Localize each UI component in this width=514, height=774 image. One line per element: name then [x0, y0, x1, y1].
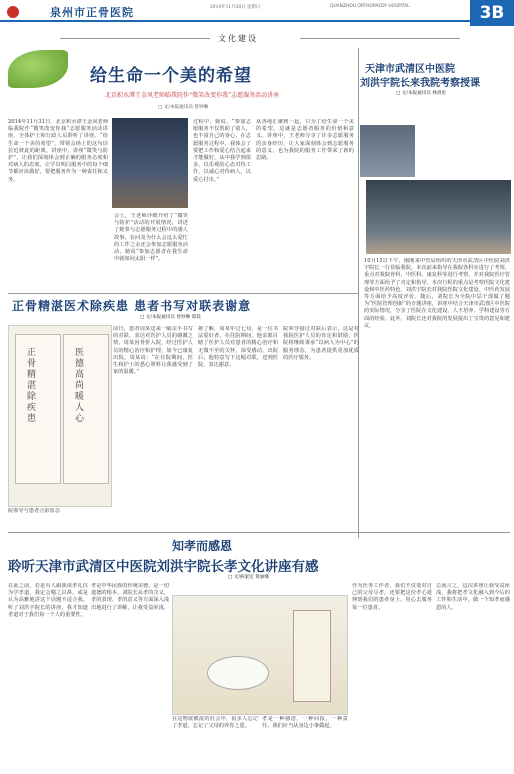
- right-article-text: 10月15日下午，刚刚来中管局组织的天津市武清区中医院刘洪宇院长一行莅临我院。本次前来指导在我院各科室进行了考察，重点对我院骨科、中医科、康复科等进行考察，并对我院医疗管理等方面给予了肯定和指导。本次行程的重点是考察医院文化建设和中医药特色，刘洪宇院长对我院医院文化建设、中医药发展等方面给予高度评价。随后，刘院长为全院中层干部做了题为“医院管理创新”的专题讲座，讲座中结合天津市武清区中医院的实际情况，分享了医院在文化建设、人才培养、学科建设等方面的经验。此外，刘院长还对我院的发展提出了宝贵的意见和建议。: [364, 258, 510, 329]
- article3-col3: 在这物欲横流的社会中，很多人忘记了孝道，忘记了父母的养育之恩。: [172, 716, 258, 730]
- english-name: QUANZHOU ORTHOPAEDY HOSPITAL: [330, 4, 410, 9]
- article3-title: 聆听天津市武清区中医院刘洪宇院长孝文化讲座有感: [8, 559, 319, 575]
- article-divider: [8, 293, 358, 294]
- audience-photo: [366, 180, 511, 254]
- article2-byline: □ 文/本报通讯员 曾妙琳 郑琰: [140, 315, 201, 320]
- sheep-icon: [207, 656, 269, 690]
- article1-title: 给生命一个美的希望: [90, 66, 252, 86]
- lecture-photo: [360, 125, 415, 177]
- right-title-line2: 刘洪宇院长来我院考察授课: [360, 78, 480, 89]
- leaf-graphic: [8, 50, 68, 88]
- section-divider: [300, 38, 460, 39]
- header-rule: [0, 20, 470, 22]
- couplet-scroll-left: [15, 334, 61, 484]
- couplet-left-text: 正骨精湛除疾患: [25, 347, 35, 424]
- article2-col2: 据了解，周某年过七旬，是一位书法爱好者。在住院期间，他亲眼目睹了医护人员对患者的精心治疗和无微不至的关怀，深受感动。出院后，他特意写下这幅对联，送到医院，表达谢意。: [198, 326, 278, 369]
- article1-col1: 2014年11月31日，北京积水潭王金凤老师临我院作“微笑改变你我”志愿服务活动讲座。全体护士和行政人员聆听了讲座。“给生命一个美的希望”，带领会场上的这句话拉近彼此的距离。讲座中，讲座“微笑与防护”，让我们深刻体会到正确的服务态度和对病人的态度，让学员明白服务中的每个细节都应该做好，要把服务作为一种责任和义务。: [8, 119, 108, 183]
- couplet-photo: [8, 325, 112, 507]
- right-byline: □ 文/本报通讯员 林晨星: [396, 91, 447, 96]
- article3-col1: 在此之前，若是有人跟我谈孝礼仪为学孝道，我定会嗤之以鼻。或是认为高雅地讲这个话题不适合我。听了刘洪宇院长的讲座，我才知道孝道对于我们每一个人的重要性。: [8, 583, 88, 618]
- article1-col2: 会上，王老师详细介绍了“微笑与防护”活动的开展情况，讲述了她参与志愿服务过程中的感人故事，在问及为什么会这么爱忙的工作之余还会参加志愿服务活动，她说“参加志愿者在我生命中就如同太阳一样”。: [114, 213, 188, 263]
- article3-illustration: [172, 595, 348, 715]
- article1-col4: 从各地汇聚到一起，只为了给生命一个美的希望。这就是志愿者服务的价值和意义。讲座中，王老师分享了许多志愿服务的亲身经历，让大家深刻体会到志愿服务的意义，也为我院的服务工作带来了新的思路。: [256, 119, 354, 162]
- section-divider: [60, 38, 210, 39]
- photo-caption: 院领导与患者合影留念: [8, 508, 60, 514]
- scroll-graphic: [293, 610, 331, 702]
- article3-byline: □ 文/病案室 黄丽娜: [228, 575, 269, 580]
- date-line: 2014年11月30日 星期日: [210, 5, 261, 10]
- article3-col5: 作为医务工作者，我们不仅要对自己的父母尽孝，还要把这份孝心延伸到我们的患者身上，用心去服务每一位患者。: [352, 583, 432, 611]
- article2-title: 正骨精湛医术除疾患 患者书写对联表谢意: [12, 299, 252, 313]
- right-title-line1: 天津市武清区中医院: [365, 64, 455, 75]
- article1-photo: [112, 118, 188, 208]
- page-number: 3B: [470, 0, 514, 26]
- article1-col3: 过程中，她说，“参加志愿服务不仅帮助了别人，也丰富自己的身心，在志愿服务过程中，我体会了要把工作和爱心结合起来才能做好，从中我学到很多，以乐观的心态对待工作，以诚心对待病人，以爱心付出。”: [193, 119, 251, 183]
- article3-kicker: 知孝而感恩: [172, 539, 233, 553]
- article1-byline: □ 文/本报通讯员 曾妙琳: [158, 105, 209, 110]
- article-divider: [8, 532, 510, 533]
- article3-col4: 孝是一种感恩，一种回报，一种责任。我们应当从身边小事做起。: [262, 716, 348, 730]
- couplet-right-text: 医德高尚暖人心: [73, 347, 83, 424]
- couplet-scroll-right: [63, 334, 109, 484]
- article2-col1: 前日，患者周某送来一幅亲手书写的对联，表达对医护人员的感激之情。周某因骨折入院，经过医护人员的精心治疗和护理，如今已康复出院。周某说：“在住院期间，医生和护士的悉心照料让我感受到了家的温暖。”: [113, 326, 193, 376]
- paper-name: 泉州市正骨医院: [50, 6, 134, 19]
- hospital-logo-icon: [7, 6, 19, 18]
- article1-subtitle: 北京积水潭王金凤老师临我院作“微笑改变你我”志愿服务活动讲座: [105, 92, 280, 99]
- article3-col6: 总而言之，这次讲座让我受益匪浅，我将把孝文化融入到今后的工作和生活中，做一个知孝而感恩的人。: [436, 583, 510, 611]
- article3-col2: 孝是中华民族的传统美德，是一切道德的根本。刘院长从孝的含义、孝的表现、孝的意义等方面深入浅出地进行了讲解，让我受益匪浅。: [91, 583, 169, 611]
- article2-col3: 院领导接过对联后表示，这是对我院医护人员的肯定和鼓励，医院将继续秉承“以病人为中心”的服务理念，为患者提供更加优质的医疗服务。: [283, 326, 359, 361]
- section-tag: 文化建设: [218, 34, 258, 43]
